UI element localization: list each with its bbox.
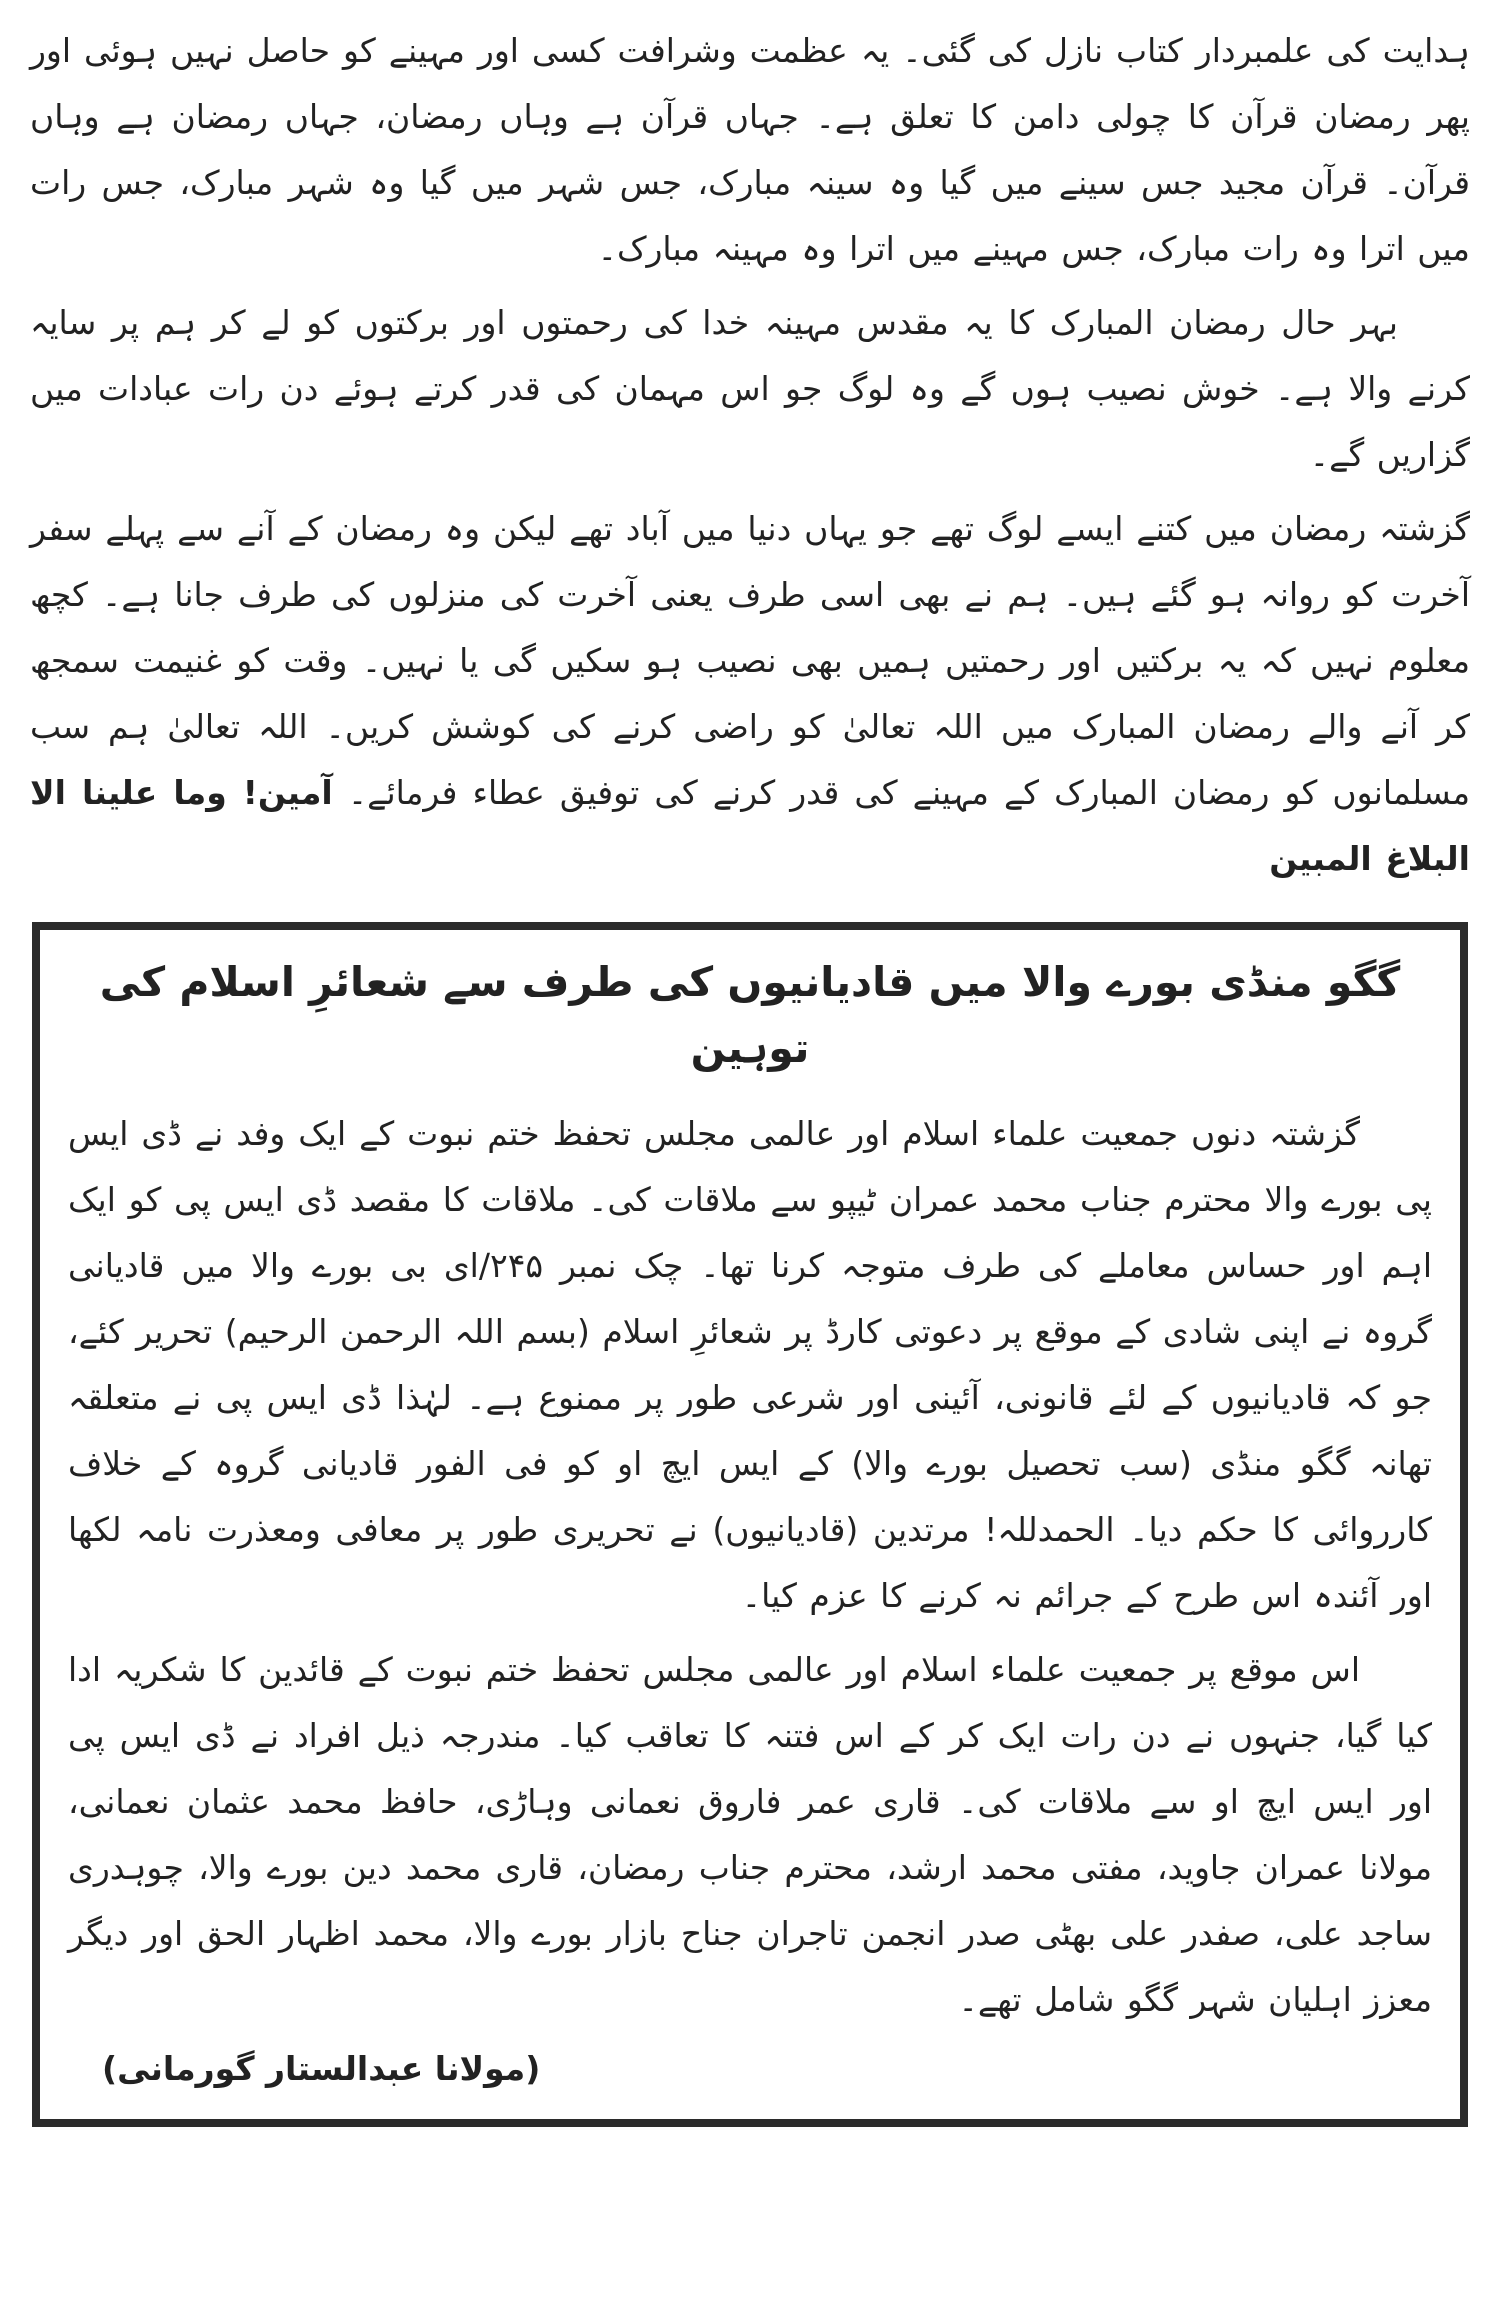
article-paragraph-2: بہر حال رمضان المبارک کا یہ مقدس مہینہ خدا کی رحمتوں اور برکتوں کو لے کر ہم پر سایہ کرنے والا ہے۔ خوش نصیب ہوں گے وہ لوگ جو اس مہمان کی قدر کرتے ہوئے دن رات عبادات میں گزاریں گے۔: [30, 303, 1470, 474]
boxed-article: [32, 922, 1468, 2127]
box-paragraph-2: اس موقع پر جمعیت علماء اسلام اور عالمی مجلس تحفظ ختم نبوت کے قائدین کا شکریہ ادا کیا گیا، جنہوں نے دن رات ایک کر کے اس فتنہ کا تعاقب کیا۔ مندرجہ ذیل افراد نے ڈی ایس پی اور ایس ایچ او سے ملاقات کی۔ قاری عمر فاروق نعمانی وہاڑی، حافظ محمد عثمان نعمانی، مولانا عمران جاوید، مفتی محمد ارشد، محترم جناب رمضان، قاری محمد دین بورے والا، چوہدری ساجد علی، صفدر علی بھٹی صدر انجمن تاجران جناح بازار بورے والا، محمد اظہار الحق اور دیگر معزز اہلیان شہر گگو شامل تھے۔: [68, 1650, 1432, 2020]
box-paragraph-1: گزشتہ دنوں جمعیت علماء اسلام اور عالمی مجلس تحفظ ختم نبوت کے ایک وفد نے ڈی ایس پی بورے والا محترم جناب محمد عمران ٹیپو سے ملاقات کی۔ ملاقات کا مقصد ڈی ایس پی کو ایک اہم اور حساس معاملے کی طرف متوجہ کرنا تھا۔ چک نمبر ۲۴۵/ای بی بورے والا میں قادیانی گروہ نے اپنی شادی کے موقع پر دعوتی کارڈ پر شعائرِ اسلام (بسم اللہ الرحمن الرحیم) تحریر کئے، جو کہ قادیانیوں کے لئے قانونی، آئینی اور شرعی طور پر ممنوع ہے۔ لہٰذا ڈی ایس پی نے متعلقہ تھانہ گگو منڈی (سب تحصیل بورے والا) کے ایس ایچ او کو فی الفور قادیانی گروہ کے خلاف کارروائی کا حکم دیا۔ الحمدللہ! مرتدین (قادیانیوں) نے تحریری طور پر معافی ومعذرت نامہ لکھا اور آئندہ اس طرح کے جرائم نہ کرنے کا عزم کیا۔: [68, 1114, 1432, 1616]
article-paragraph-1: ہدایت کی علمبردار کتاب نازل کی گئی۔ یہ عظمت وشرافت کسی اور مہینے کو حاصل نہیں ہوئی اور پھر رمضان قرآن کا چولی دامن کا تعلق ہے۔ جہاں قرآن ہے وہاں رمضان، جہاں رمضان ہے وہاں قرآن۔ قرآن مجید جس سینے میں گیا وہ سینہ مبارک، جس شہر میں گیا وہ شہر مبارک، جس رات میں اترا وہ رات مبارک، جس مہینے میں اترا وہ مہینہ مبارک۔: [30, 31, 1470, 268]
article-closing-phrase: آمین! وما علینا الا البلاغ المبین: [30, 773, 1470, 878]
main-article: [30, 18, 1470, 892]
article-paragraph-3-text: گزشتہ رمضان میں کتنے ایسے لوگ تھے جو یہاں دنیا میں آباد تھے لیکن وہ رمضان کے آنے سے پہلے سفر آخرت کو روانہ ہو گئے ہیں۔ ہم نے بھی اسی طرف یعنی آخرت کی منزلوں کی طرف جانا ہے۔ کچھ معلوم نہیں کہ یہ برکتیں اور رحمتیں ہمیں بھی نصیب ہو سکیں گی یا نہیں۔ وقت کو غنیمت سمجھ کر آنے والے رمضان المبارک میں اللہ تعالیٰ کو راضی کرنے کی کوشش کریں۔ اللہ تعالیٰ ہم سب مسلمانوں کو رمضان المبارک کے مہینے کی قدر کرنے کی توفیق عطاء فرمائے۔: [30, 509, 1470, 812]
byline: (مولانا عبدالستار گورمانی): [102, 2049, 541, 2089]
article-paragraph-3: [30, 496, 1470, 892]
box-headline: گگو منڈی بورے والا میں قادیانیوں کی طرف سے شعائرِ اسلام کی توہین: [99, 958, 1401, 1072]
